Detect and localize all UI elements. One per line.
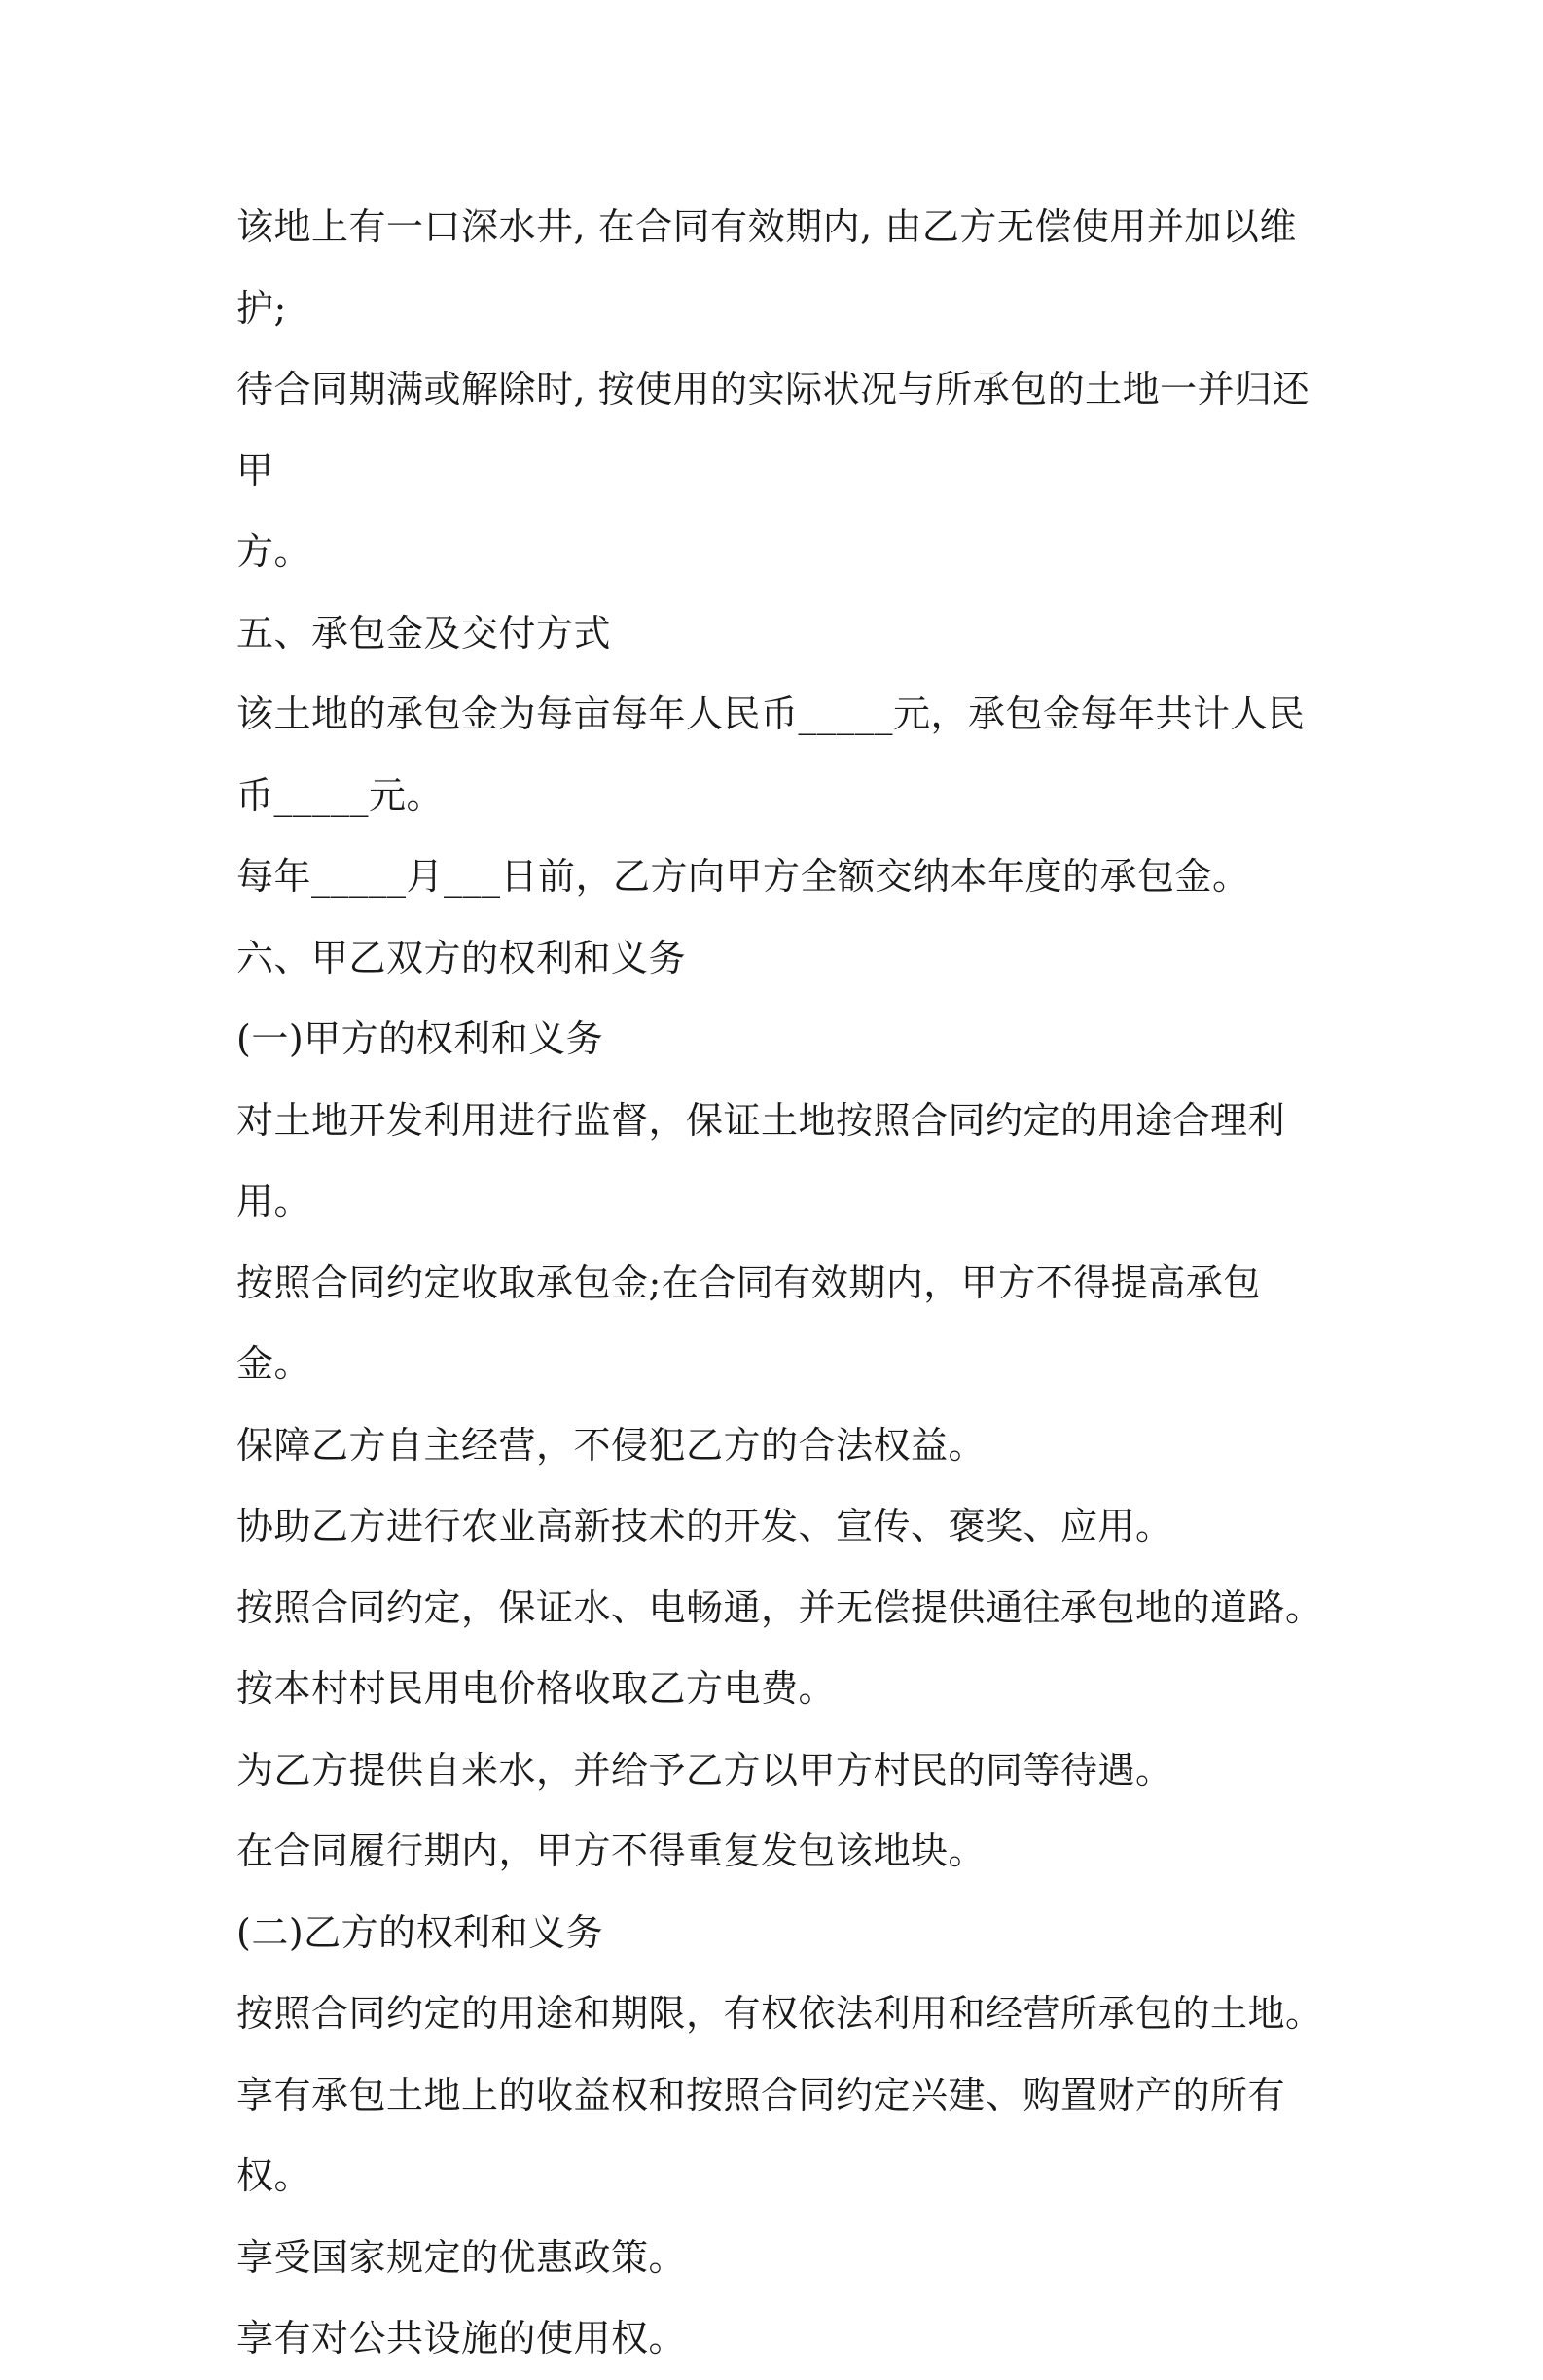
- list-item: 保障乙方自主经营，不侵犯乙方的合法权益。: [236, 1423, 987, 1467]
- section-heading-6: 六、甲乙双方的权利和义务: [236, 936, 687, 979]
- paragraph-fee-1: 该土地的承包金为每亩每年人民币_____元，承包金每年共计人民: [236, 693, 1306, 735]
- paragraph-well-clause-2: 待合同期满或解除时, 按使用的实际状况与所承包的土地一并归还甲: [236, 368, 1310, 492]
- list-item: 为乙方提供自来水，并给予乙方以甲方村民的同等待遇。: [236, 1748, 1173, 1792]
- paragraph-well-clause-3: 方。: [236, 530, 312, 573]
- list-item: 按照合同约定，保证水、电畅通，并无偿提供通往承包地的道路。: [236, 1585, 1323, 1629]
- list-item: 对土地开发利用进行监督，保证土地按照合同约定的用途合理利用。: [236, 1098, 1286, 1223]
- list-item: 协助乙方进行农业高新技术的开发、宣传、褒奖、应用。: [236, 1505, 1173, 1547]
- paragraph-fee-2: 币_____元。: [236, 773, 445, 817]
- list-item: 享有对公共设施的使用权。: [236, 2317, 687, 2360]
- section-heading-5: 五、承包金及交付方式: [236, 611, 612, 655]
- subsection-heading-party-b: (二)乙方的权利和义务: [236, 1910, 604, 1954]
- list-item: 按照合同约定收取承包金;在合同有效期内，甲方不得提高承包金。: [236, 1261, 1261, 1385]
- paragraph-well-clause-1: 该地上有一口深水井, 在合同有效期内, 由乙方无偿使用并加以维护;: [236, 205, 1297, 330]
- list-item: 按本村村民用电价格收取乙方电费。: [236, 1667, 837, 1710]
- list-item: 享有承包土地上的收益权和按照合同约定兴建、购置财产的所有权。: [236, 2073, 1286, 2197]
- list-item: 在合同履行期内，甲方不得重复发包该地块。: [236, 1829, 987, 1872]
- list-item: 享受国家规定的优惠政策。: [236, 2235, 687, 2279]
- paragraph-payment-date: 每年_____月___日前，乙方向甲方全额交纳本年度的承包金。: [236, 855, 1250, 898]
- document-body: [236, 187, 1326, 2380]
- subsection-heading-party-a: (一)甲方的权利和义务: [236, 1017, 604, 1060]
- list-item: 按照合同约定的用途和期限，有权依法利用和经营所承包的土地。: [236, 1992, 1323, 2035]
